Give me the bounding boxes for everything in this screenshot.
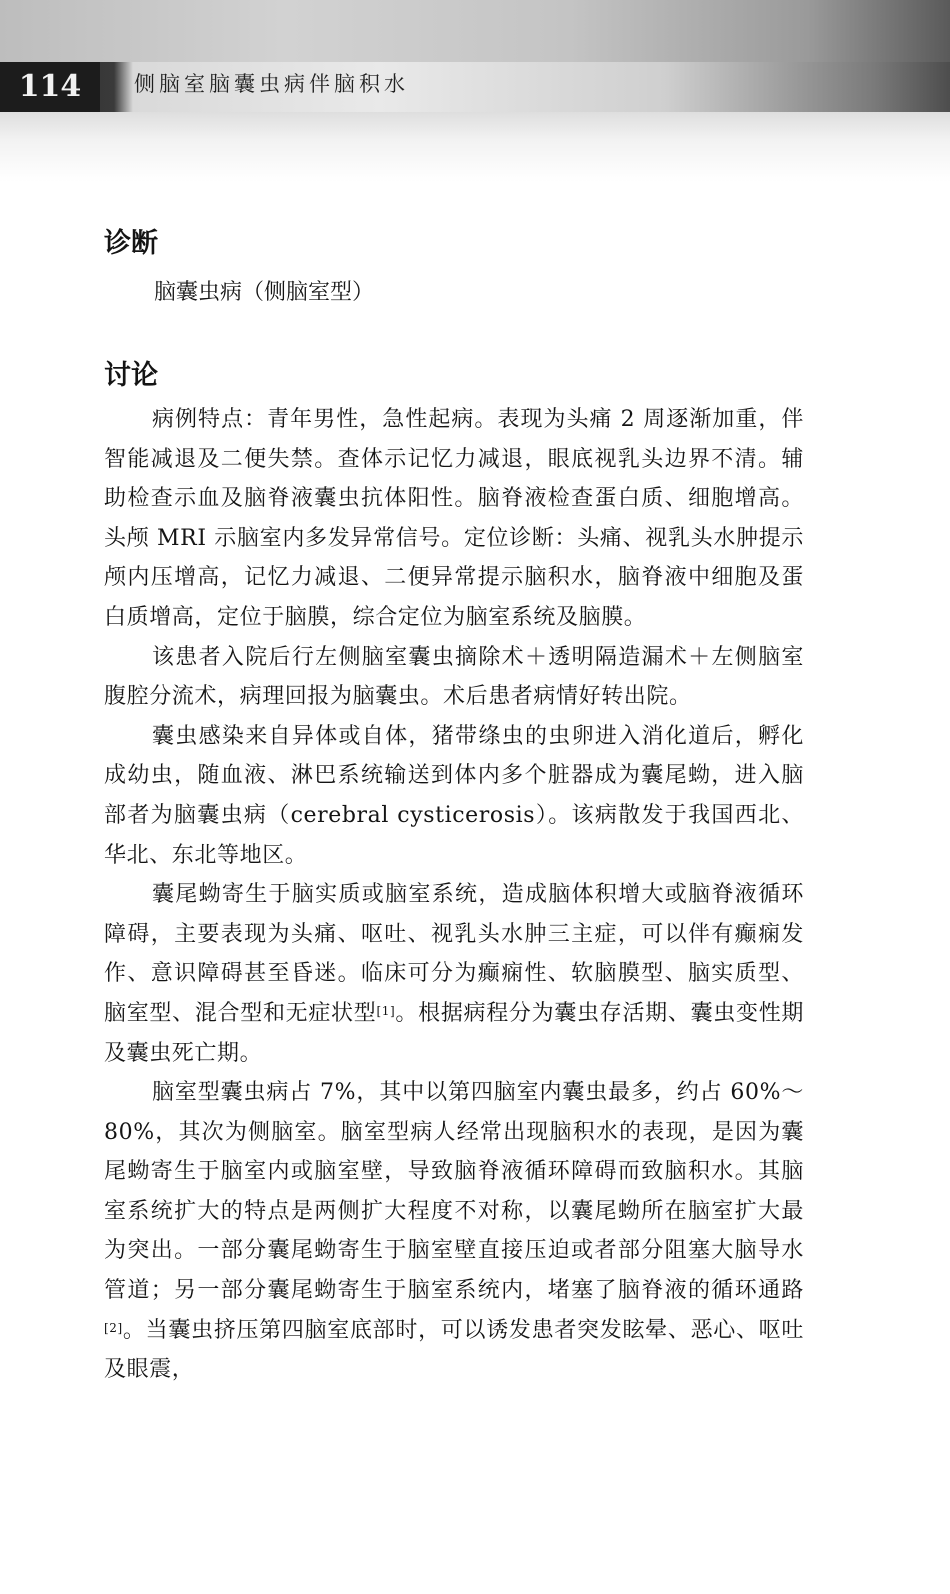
paragraph-ventricular-type xyxy=(104,1073,804,1390)
diagnosis-heading: 诊断 xyxy=(104,228,158,259)
ventricular-type-tail: 。当囊虫挤压第四脑室底部时，可以诱发患者突发眩晕、恶心、呕吐及眼震， xyxy=(104,1317,804,1383)
reference-2: [2] xyxy=(104,1320,123,1335)
diagnosis-text: 脑囊虫病（侧脑室型） xyxy=(154,280,375,305)
header-shadow xyxy=(0,112,950,182)
discussion-heading: 讨论 xyxy=(104,360,158,391)
paragraph-clinical-types xyxy=(104,875,804,1073)
page-number: 114 xyxy=(0,62,100,112)
running-title: 侧脑室脑囊虫病伴脑积水 xyxy=(134,72,409,96)
paragraph-case-features: 病例特点：青年男性，急性起病。表现为头痛 2 周逐渐加重，伴智能减退及二便失禁。查体示记忆力减退，眼底视乳头边界不清。辅助检查示血及脑脊液囊虫抗体阳性。脑脊液检查蛋白质、细胞增高。头颅 MRI 示脑室内多发异常信号。定位诊断：头痛、视乳头水肿提示颅内压增高，记忆力减退、二便异常提示脑积水，脑脊液中细胞及蛋白质增高，定位于脑膜，综合定位为脑室系统及脑膜。 xyxy=(104,407,804,630)
page-content xyxy=(104,226,804,1390)
paragraph-treatment: 该患者入院后行左侧脑室囊虫摘除术＋透明隔造漏术＋左侧脑室腹腔分流术，病理回报为脑囊虫。术后患者病情好转出院。 xyxy=(104,644,804,710)
reference-1: [1] xyxy=(376,1003,396,1018)
clinical-types-tail: 。根据病程分为囊虫存活期、囊虫变性期及囊虫死亡期。 xyxy=(104,1000,805,1066)
ventricular-type-text: 脑室型囊虫病占 7%，其中以第四脑室内囊虫最多，约占 60%～80%，其次为侧脑室。脑室型病人经常出现脑积水的表现，是因为囊尾蚴寄生于脑室内或脑室壁，导致脑脊液循环障碍而致脑积水。其脑室系统扩大的特点是两侧扩大程度不对称，以囊尾蚴所在脑室扩大最为突出。一部分囊尾蚴寄生于脑室壁直接压迫或者部分阻塞大脑导水管道；另一部分囊尾蚴寄生于脑室系统内，堵塞了脑脊液的循环通路 xyxy=(104,1080,804,1304)
clinical-types-text: 囊尾蚴寄生于脑实质或脑室系统，造成脑体积增大或脑脊液循环障碍，主要表现为头痛、呕吐、视乳头水肿三主症，可以伴有癫痫发作、意识障碍甚至昏迷。临床可分为癫痫性、软脑膜型、脑实质型、脑室型、混合型和无症状型 xyxy=(104,882,804,1026)
header-top-strip xyxy=(0,0,950,62)
paragraph-infection: 囊虫感染来自异体或自体，猪带绦虫的虫卵进入消化道后，孵化成幼虫，随血液、淋巴系统输送到体内多个脏器成为囊尾蚴，进入脑部者为脑囊虫病（cerebral cysticerosis）。该病散发于我国西北、华北、东北等地区。 xyxy=(104,723,804,868)
